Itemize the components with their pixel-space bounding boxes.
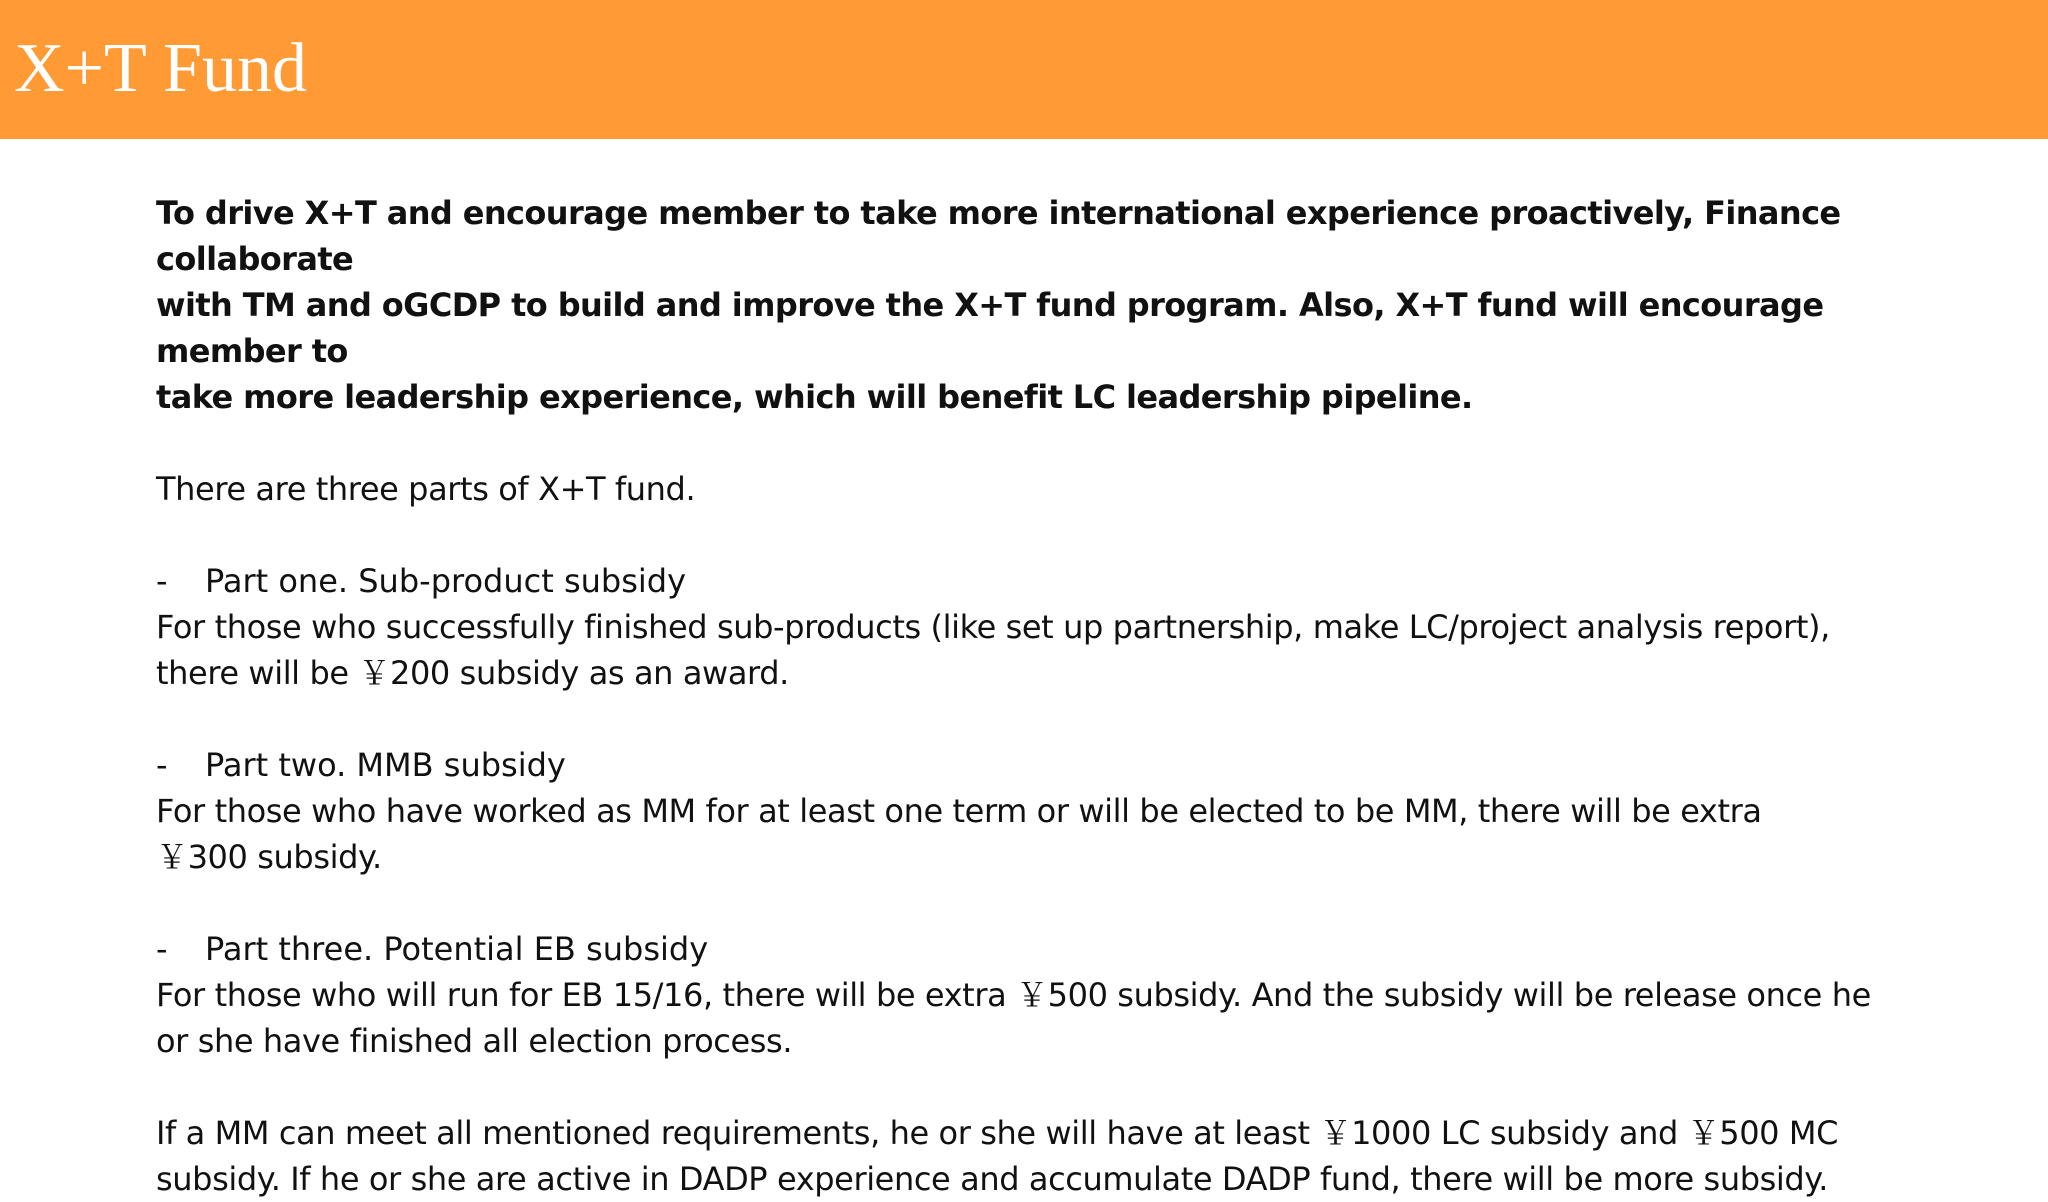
intro-line: To drive X+T and encourage member to take more international experience proactively, Finance collaborate	[156, 194, 1841, 278]
part-description-line: ￥300 subsidy.	[156, 838, 382, 876]
part-description-line: there will be ￥200 subsidy as an award.	[156, 654, 789, 692]
part-description-line: For those who have worked as MM for at least one term or will be elected to be MM, there will be extra	[156, 792, 1762, 830]
part-heading	[156, 558, 1896, 604]
title-bar	[0, 0, 2048, 139]
part-heading	[156, 742, 1896, 788]
part-two	[156, 742, 1896, 880]
part-description-line: For those who successfully finished sub-products (like set up partnership, make LC/project analysis report),	[156, 608, 1830, 646]
part-description-line: For those who will run for EB 15/16, there will be extra ￥500 subsidy. And the subsidy will be release once he	[156, 976, 1871, 1014]
conclusion-line: subsidy. If he or she are active in DADP experience and accumulate DADP fund, there will be more subsidy.	[156, 1160, 1829, 1198]
part-heading-text: Part three. Potential EB subsidy	[205, 930, 709, 968]
intro-line: take more leadership experience, which will benefit LC leadership pipeline.	[156, 378, 1473, 416]
conclusion-line: If a MM can meet all mentioned requirements, he or she will have at least ￥1000 LC subsidy and ￥500 MC	[156, 1114, 1839, 1152]
part-heading-text: Part two. MMB subsidy	[205, 746, 566, 784]
intro-line: with TM and oGCDP to build and improve the X+T fund program. Also, X+T fund will encourage member to	[156, 286, 1824, 370]
slide-body	[156, 190, 1896, 1202]
slide-title: X+T Fund	[14, 30, 307, 107]
part-heading-text: Part one. Sub-product subsidy	[205, 562, 687, 600]
conclusion-paragraph	[156, 1110, 1896, 1202]
parts-intro: There are three parts of X+T fund.	[156, 470, 696, 508]
intro-paragraph	[156, 190, 1896, 420]
part-description-line: or she have finished all election process.	[156, 1022, 793, 1060]
part-heading	[156, 926, 1896, 972]
bullet-dash: -	[156, 746, 168, 784]
part-one	[156, 558, 1896, 696]
bullet-dash: -	[156, 562, 168, 600]
bullet-dash: -	[156, 930, 168, 968]
part-three	[156, 926, 1896, 1064]
